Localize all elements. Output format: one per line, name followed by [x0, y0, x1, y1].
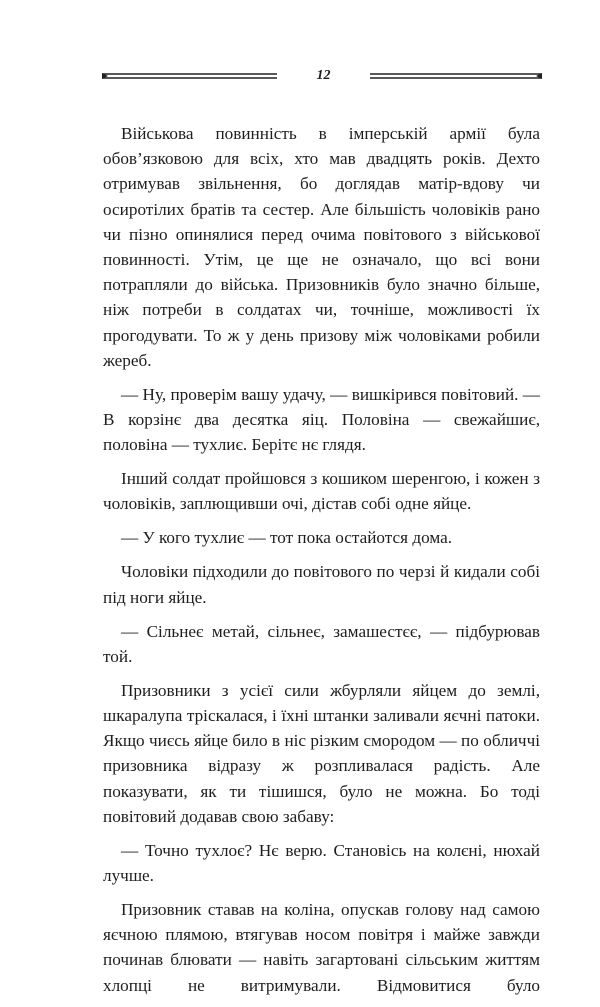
paragraph: Призовник ставав на коліна, опускав голову над самою яєчною плямою, втягував носом повітря і майже завжди починав блювати — навіть загартовані сільським життям хлопці не витримували. Відмовитися було — [103, 900, 540, 995]
paragraph: — Ну, проверім вашу удачу, — вишкірився повітовий. — В корзінє два десятка яіц. Половіна — свежайшиє, половіна — тухлиє. Берітє нє глядя. — [103, 384, 540, 455]
paragraph: — У кого тухлиє — тот пока остайотся дома. — [121, 528, 453, 548]
paragraph: Інший солдат пройшовся з кошиком шеренгою, і кожен з чоловіків, заплющивши очі, дістав собі одне яйце. — [103, 469, 540, 514]
paragraph: Чоловіки підходили до повітового по черзі й кидали собі під ноги яйце. — [103, 562, 540, 607]
paragraph: Призовники з усієї сили жбурляли яйцем до землі, шкаралупа тріскалася, і їхні штанки заливали яєчні патоки. Якщо чиєсь яйце било в ніс різким смородом — по обличчі призовника відразу ж розпливалася радість. Але показувати, як ти тішишся, було не можна. Бо тоді повітовий додавав свою забаву: — [103, 680, 540, 826]
header-rule-left — [102, 72, 277, 80]
paragraph: — Точно тухлоє? Нє верю. Становісь на колєні, нюхай лучше. — [103, 840, 540, 886]
body-text — [103, 121, 540, 1007]
running-header — [102, 64, 542, 92]
header-rule-right — [370, 72, 542, 80]
paragraph: — Сільнеє метай, сільнеє, замашестєє, — підбурював той. — [103, 621, 540, 666]
paragraph: Військова повинність в імперській армії була обов’язковою для всіх, хто мав двадцять років. Дехто отримував звільнення, бо доглядав матір-вдову чи осиротілих братів та сестер. Але більшість чоловіків рано чи пізно опинялися перед очима повітового з військової повинності. Утім, це ще не означало, що всі вони потрапляли до війська. Призовників було значно більше, ніж потреби в солдатах чи, точніше, можливості їх прогодувати. То ж у день призову між чоловіками робили жереб. — [103, 124, 540, 370]
page-number: 12 — [316, 68, 331, 83]
